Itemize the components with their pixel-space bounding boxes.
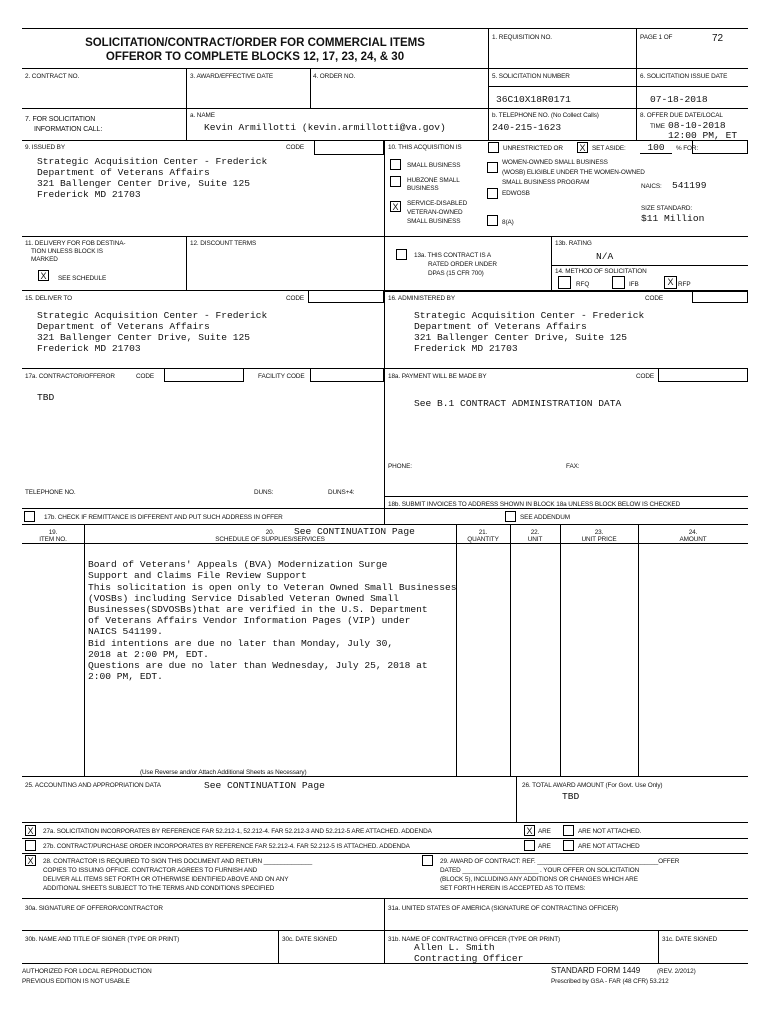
27a-checkbox[interactable]: X xyxy=(25,825,36,836)
28-text: 28. CONTRACTOR IS REQUIRED TO SIGN THIS DOCUMENT AND RETURN ______________ COPIES TO ISSUING OFFICE. CONTRACTOR AGREES TO FURNISH AND DELIVER ALL ITEMS SET FORTH OR OTHERWISE IDENTIFIED ABOVE AND ON ANY ADDITIONAL SHEETS SUBJECT TO THE TERMS AND CONDITIONS SPECIFIED xyxy=(43,858,313,892)
contractor-value: TBD xyxy=(37,392,55,403)
rule xyxy=(22,524,748,525)
code-label: CODE xyxy=(286,295,305,302)
payment-value: See B.1 CONTRACT ADMINISTRATION DATA xyxy=(414,398,622,409)
page-label: PAGE 1 OF xyxy=(640,34,673,41)
deliver-to-label: 15. DELIVER TO xyxy=(25,295,73,302)
accounting-label: 25. ACCOUNTING AND APPROPRIATION DATA xyxy=(25,782,161,789)
accounting-value: See CONTINUATION Page xyxy=(204,780,325,791)
percent-for-label: % FOR: xyxy=(676,145,699,152)
code-label: CODE xyxy=(136,373,155,380)
unrestricted-checkbox[interactable] xyxy=(488,142,499,153)
officer-title: Contracting Officer xyxy=(414,953,524,964)
schedule-text: Board of Veterans' Appeals (BVA) Modernization Surge Support and Claims File Review Support This solicitation is open only to Veteran Owned Small Businesses (VOSBs) including Service Disabled Veteran Owned Small Businesses(SDVOSBs)that are verified in the U.S. Department of Veterans Affairs Vendor Information Pages (VIP) under NAICS 541199. Bid intentions are due no later than Monday, July 30, 2018 at 2:00 PM, EDT. Questions are due no later than Wednesday, July 25, 2018 at 2:00 PM, EDT. xyxy=(88,559,457,683)
rule xyxy=(22,898,748,899)
remittance-checkbox[interactable] xyxy=(24,511,35,522)
footer-previous-edition: PREVIOUS EDITION IS NOT USABLE xyxy=(22,978,130,985)
size-standard: $11 Million xyxy=(641,213,705,224)
eight-a-checkbox[interactable] xyxy=(487,215,498,226)
schedule-header: 20. SCHEDULE OF SUPPLIES/SERVICES xyxy=(215,529,325,543)
issued-by-label: 9. ISSUED BY xyxy=(25,144,65,151)
rule xyxy=(22,368,748,369)
edwosb-label: EDWOSB xyxy=(502,190,530,197)
rule xyxy=(22,236,748,237)
27a-not-checkbox[interactable] xyxy=(563,825,574,836)
wosb-checkbox[interactable] xyxy=(487,162,498,173)
payment-label: 18a. PAYMENT WILL BE MADE BY xyxy=(388,373,487,380)
administered-by-address: Strategic Acquisition Center - Frederick Department of Veterans Affairs 321 Ballenger Center Drive, Suite 125 Frederick MD 21703 xyxy=(414,310,645,354)
officer-date-label: 31c. DATE SIGNED xyxy=(662,936,718,943)
set-aside-label: SET ASIDE: xyxy=(592,145,626,152)
code-box[interactable] xyxy=(310,368,384,382)
rating-label: 13b. RATING xyxy=(555,240,592,247)
code-label: CODE xyxy=(636,373,655,380)
rule xyxy=(658,930,659,963)
unit-header: 22. UNIT xyxy=(527,529,543,543)
naics-label: NAICS: xyxy=(641,183,662,190)
see-schedule-checkbox[interactable]: X xyxy=(38,270,49,281)
telephone-number: 240-215-1623 xyxy=(492,122,562,133)
rule xyxy=(510,524,511,776)
rule xyxy=(551,265,748,266)
total-award-value: TBD xyxy=(562,791,580,802)
delivery-fob-label: 11. DELIVERY FOR FOB DESTINA- TION UNLESS BLOCK IS MARKED xyxy=(25,240,126,263)
telephone-no-label: TELEPHONE NO. xyxy=(25,489,76,496)
rated-order-label: 13a. THIS CONTRACT IS A RATED ORDER UNDER DPAS (15 CFR 700) xyxy=(414,252,497,277)
rule xyxy=(551,236,552,291)
rule xyxy=(560,524,561,776)
rating-value: N/A xyxy=(596,251,614,262)
code-box[interactable] xyxy=(692,291,748,303)
code-box[interactable] xyxy=(658,368,748,382)
rfq-checkbox[interactable] xyxy=(558,276,571,289)
rule xyxy=(186,68,187,140)
info-call-label: 7. FOR SOLICITATION xyxy=(25,116,96,123)
addendum-label: SEE ADDENDUM xyxy=(520,514,570,521)
contractor-label: 17a. CONTRACTOR/OFFEROR xyxy=(25,373,115,380)
rule xyxy=(22,508,748,509)
rule xyxy=(22,822,748,823)
rule xyxy=(384,898,385,963)
telephone-label: b. TELEPHONE NO. (No Collect Calls) xyxy=(492,112,599,119)
rfq-label: RFQ xyxy=(576,281,590,288)
27b-not-label: ARE NOT ATTACHED xyxy=(578,843,640,850)
27a-not-label: ARE NOT ATTACHED. xyxy=(578,828,642,835)
rule xyxy=(22,776,748,777)
rule xyxy=(84,524,85,776)
duns4-label: DUNS+4: xyxy=(328,489,355,496)
reverse-note: (Use Reverse and/or Attach Additional Sheets as Necessary) xyxy=(140,769,307,776)
requisition-label: 1. REQUISITION NO. xyxy=(492,34,552,41)
rule xyxy=(22,853,748,854)
quantity-header: 21. QUANTITY xyxy=(467,529,499,543)
signature-offeror-label: 30a. SIGNATURE OF OFFEROR/CONTRACTOR xyxy=(25,905,163,912)
signature-officer-label: 31a. UNITED STATES OF AMERICA (SIGNATURE OF CONTRACTING OFFICER) xyxy=(388,905,619,912)
rule xyxy=(278,930,279,963)
offer-due-time: 12:00 PM, ET xyxy=(668,130,738,141)
method-label: 14. METHOD OF SOLICITATION xyxy=(555,268,647,275)
remittance-label: 17b. CHECK IF REMITTANCE IS DIFFERENT AND PUT SUCH ADDRESS IN OFFER xyxy=(44,514,283,521)
addendum-checkbox[interactable] xyxy=(505,511,516,522)
set-aside-percent: 100 xyxy=(640,142,672,154)
rule xyxy=(488,86,748,87)
27b-are-label: ARE xyxy=(538,843,551,850)
27b-are-checkbox[interactable] xyxy=(524,840,535,851)
sdvosb-label: SERVICE-DISABLED VETERAN-OWNED SMALL BUSINESS xyxy=(407,200,468,225)
discount-terms-label: 12. DISCOUNT TERMS xyxy=(190,240,257,247)
solicitation-number: 36C10X18R0171 xyxy=(496,94,571,105)
rule xyxy=(384,140,385,524)
28-checkbox[interactable]: X xyxy=(25,855,36,866)
rule xyxy=(22,108,748,109)
duns-label: DUNS: xyxy=(254,489,274,496)
issue-date: 07-18-2018 xyxy=(650,94,708,105)
rule xyxy=(516,776,517,822)
rule xyxy=(310,68,311,108)
code-label: CODE xyxy=(645,295,664,302)
set-aside-checkbox[interactable]: X xyxy=(577,142,588,153)
unrestricted-label: UNRESTRICTED OR xyxy=(503,145,563,152)
fax-label: FAX: xyxy=(566,463,580,470)
code-box[interactable] xyxy=(314,140,384,155)
time-label: TIME xyxy=(650,123,665,130)
29-checkbox[interactable] xyxy=(422,855,433,866)
sdvosb-checkbox[interactable]: X xyxy=(390,201,401,212)
award-date-label: 3. AWARD/EFFECTIVE DATE xyxy=(190,73,274,80)
offer-due-date: 08-10-2018 xyxy=(668,120,726,131)
footer-revision: (REV. 2/2012) xyxy=(657,968,696,975)
rule xyxy=(638,524,639,776)
order-no-label: 4. ORDER NO. xyxy=(313,73,356,80)
administered-by-label: 16. ADMINISTERED BY xyxy=(388,295,455,302)
rule xyxy=(636,28,637,140)
rule xyxy=(22,68,748,69)
info-call-label-2: INFORMATION CALL: xyxy=(34,126,103,133)
hubzone-label: HUBZONE SMALL BUSINESS xyxy=(407,177,460,192)
page-count: 72 xyxy=(712,33,724,44)
footer-reproduction: AUTHORIZED FOR LOCAL REPRODUCTION xyxy=(22,968,152,975)
issued-by-address: Strategic Acquisition Center - Frederick Department of Veterans Affairs 321 Ballenger Center Drive, Suite 125 Frederick MD 21703 xyxy=(37,156,268,200)
naics-code: 541199 xyxy=(672,180,707,191)
offer-due-label: 8. OFFER DUE DATE/LOCAL xyxy=(640,112,723,119)
code-box[interactable] xyxy=(692,140,748,154)
small-business-label: SMALL BUSINESS xyxy=(407,162,461,169)
item-no-header: 19. ITEM NO. xyxy=(39,529,67,543)
form-title: SOLICITATION/CONTRACT/ORDER FOR COMMERCIAL ITEMS xyxy=(85,37,425,49)
27b-checkbox[interactable] xyxy=(25,840,36,851)
phone-label: PHONE: xyxy=(388,463,412,470)
offeror-date-label: 30c. DATE SIGNED xyxy=(282,936,338,943)
footer-prescribed: Prescribed by GSA - FAR (48 CFR) 53.212 xyxy=(551,978,669,985)
edwosb-checkbox[interactable] xyxy=(487,188,498,199)
amount-header: 24. AMOUNT xyxy=(679,529,707,543)
facility-code-label: FACILITY CODE xyxy=(258,373,305,380)
officer-name: Allen L. Smith xyxy=(414,942,495,953)
form-subtitle: OFFEROR TO COMPLETE BLOCKS 12, 17, 23, 24, & 30 xyxy=(105,51,405,63)
rule xyxy=(22,963,748,964)
hubzone-checkbox[interactable] xyxy=(390,176,401,187)
27b-not-checkbox[interactable] xyxy=(563,840,574,851)
27a-are-checkbox[interactable]: X xyxy=(524,825,535,836)
solicitation-number-label: 5. SOLICITATION NUMBER xyxy=(492,73,570,80)
acquisition-label: 10. THIS ACQUISITION IS xyxy=(388,144,462,151)
27a-are-label: ARE xyxy=(538,828,551,835)
total-award-label: 26. TOTAL AWARD AMOUNT (For Govt. Use Only) xyxy=(522,782,663,789)
rated-order-checkbox[interactable] xyxy=(396,249,407,260)
rule xyxy=(22,838,748,839)
signer-name-label: 30b. NAME AND TITLE OF SIGNER (TYPE OR PRINT) xyxy=(25,936,180,943)
eight-a-label: 8(A) xyxy=(502,219,514,226)
27a-label: 27a. SOLICITATION INCORPORATES BY REFERENCE FAR 52.212-1, 52.212-4. FAR 52.212-3 AND 52.212-5 ARE ATTACHED. ADDENDA xyxy=(43,828,432,835)
small-business-checkbox[interactable] xyxy=(390,159,401,170)
size-standard-label: SIZE STANDARD: xyxy=(641,205,693,212)
see-schedule-label: SEE SCHEDULE xyxy=(58,275,107,282)
rule xyxy=(22,290,748,291)
schedule-continuation: See CONTINUATION Page xyxy=(294,526,415,537)
rule xyxy=(384,496,748,497)
code-box[interactable] xyxy=(164,368,244,382)
issue-date-label: 6. SOLICITATION ISSUE DATE xyxy=(640,73,728,80)
27b-label: 27b. CONTRACT/PURCHASE ORDER INCORPORATES BY REFERENCE FAR 52.212-4. FAR 52.212-5 IS ATTACHED. ADDENDA xyxy=(43,843,410,850)
29-text: 29. AWARD OF CONTRACT: REF. ___________________________________OFFER DATED ______________________ . YOUR OFFER ON SOLICITATION (BLOCK 5), INCLUDING ANY ADDITIONS OR CHANGES WHICH ARE SET FORTH HEREIN IS ACCEPTED AS TO ITEMS: xyxy=(440,858,680,892)
contact-name: Kevin Armillotti (kevin.armillotti@va.gov) xyxy=(204,122,446,133)
code-box[interactable] xyxy=(308,290,384,303)
rfp-label: RFP xyxy=(678,281,691,288)
rule xyxy=(488,28,489,140)
deliver-to-address: Strategic Acquisition Center - Frederick Department of Veterans Affairs 321 Ballenger Center Drive, Suite 125 Frederick MD 21703 xyxy=(37,310,268,354)
rfp-checkbox[interactable]: X xyxy=(664,276,677,289)
rule xyxy=(22,140,748,141)
invoices-label: 18b. SUBMIT INVOICES TO ADDRESS SHOWN IN BLOCK 18a UNLESS BLOCK BELOW IS CHECKED xyxy=(388,501,681,508)
ifb-label: IFB xyxy=(629,281,639,288)
code-label: CODE xyxy=(286,144,305,151)
rule xyxy=(186,236,187,290)
unit-price-header: 23. UNIT PRICE xyxy=(581,529,617,543)
rule xyxy=(22,28,748,29)
wosb-label: WOMEN-OWNED SMALL BUSINESS (WOSB) ELIGIBLE UNDER THE WOMEN-OWNED SMALL BUSINESS PROGRAM xyxy=(502,159,645,186)
name-label: a. NAME xyxy=(190,112,215,119)
rule xyxy=(22,930,748,931)
officer-name-label: 31b. NAME OF CONTRACTING OFFICER (TYPE OR PRINT) xyxy=(388,936,561,943)
contract-no-label: 2. CONTRACT NO. xyxy=(25,73,80,80)
rule xyxy=(22,543,748,544)
footer-form-number: STANDARD FORM 1449 xyxy=(551,966,641,975)
ifb-checkbox[interactable] xyxy=(612,276,625,289)
